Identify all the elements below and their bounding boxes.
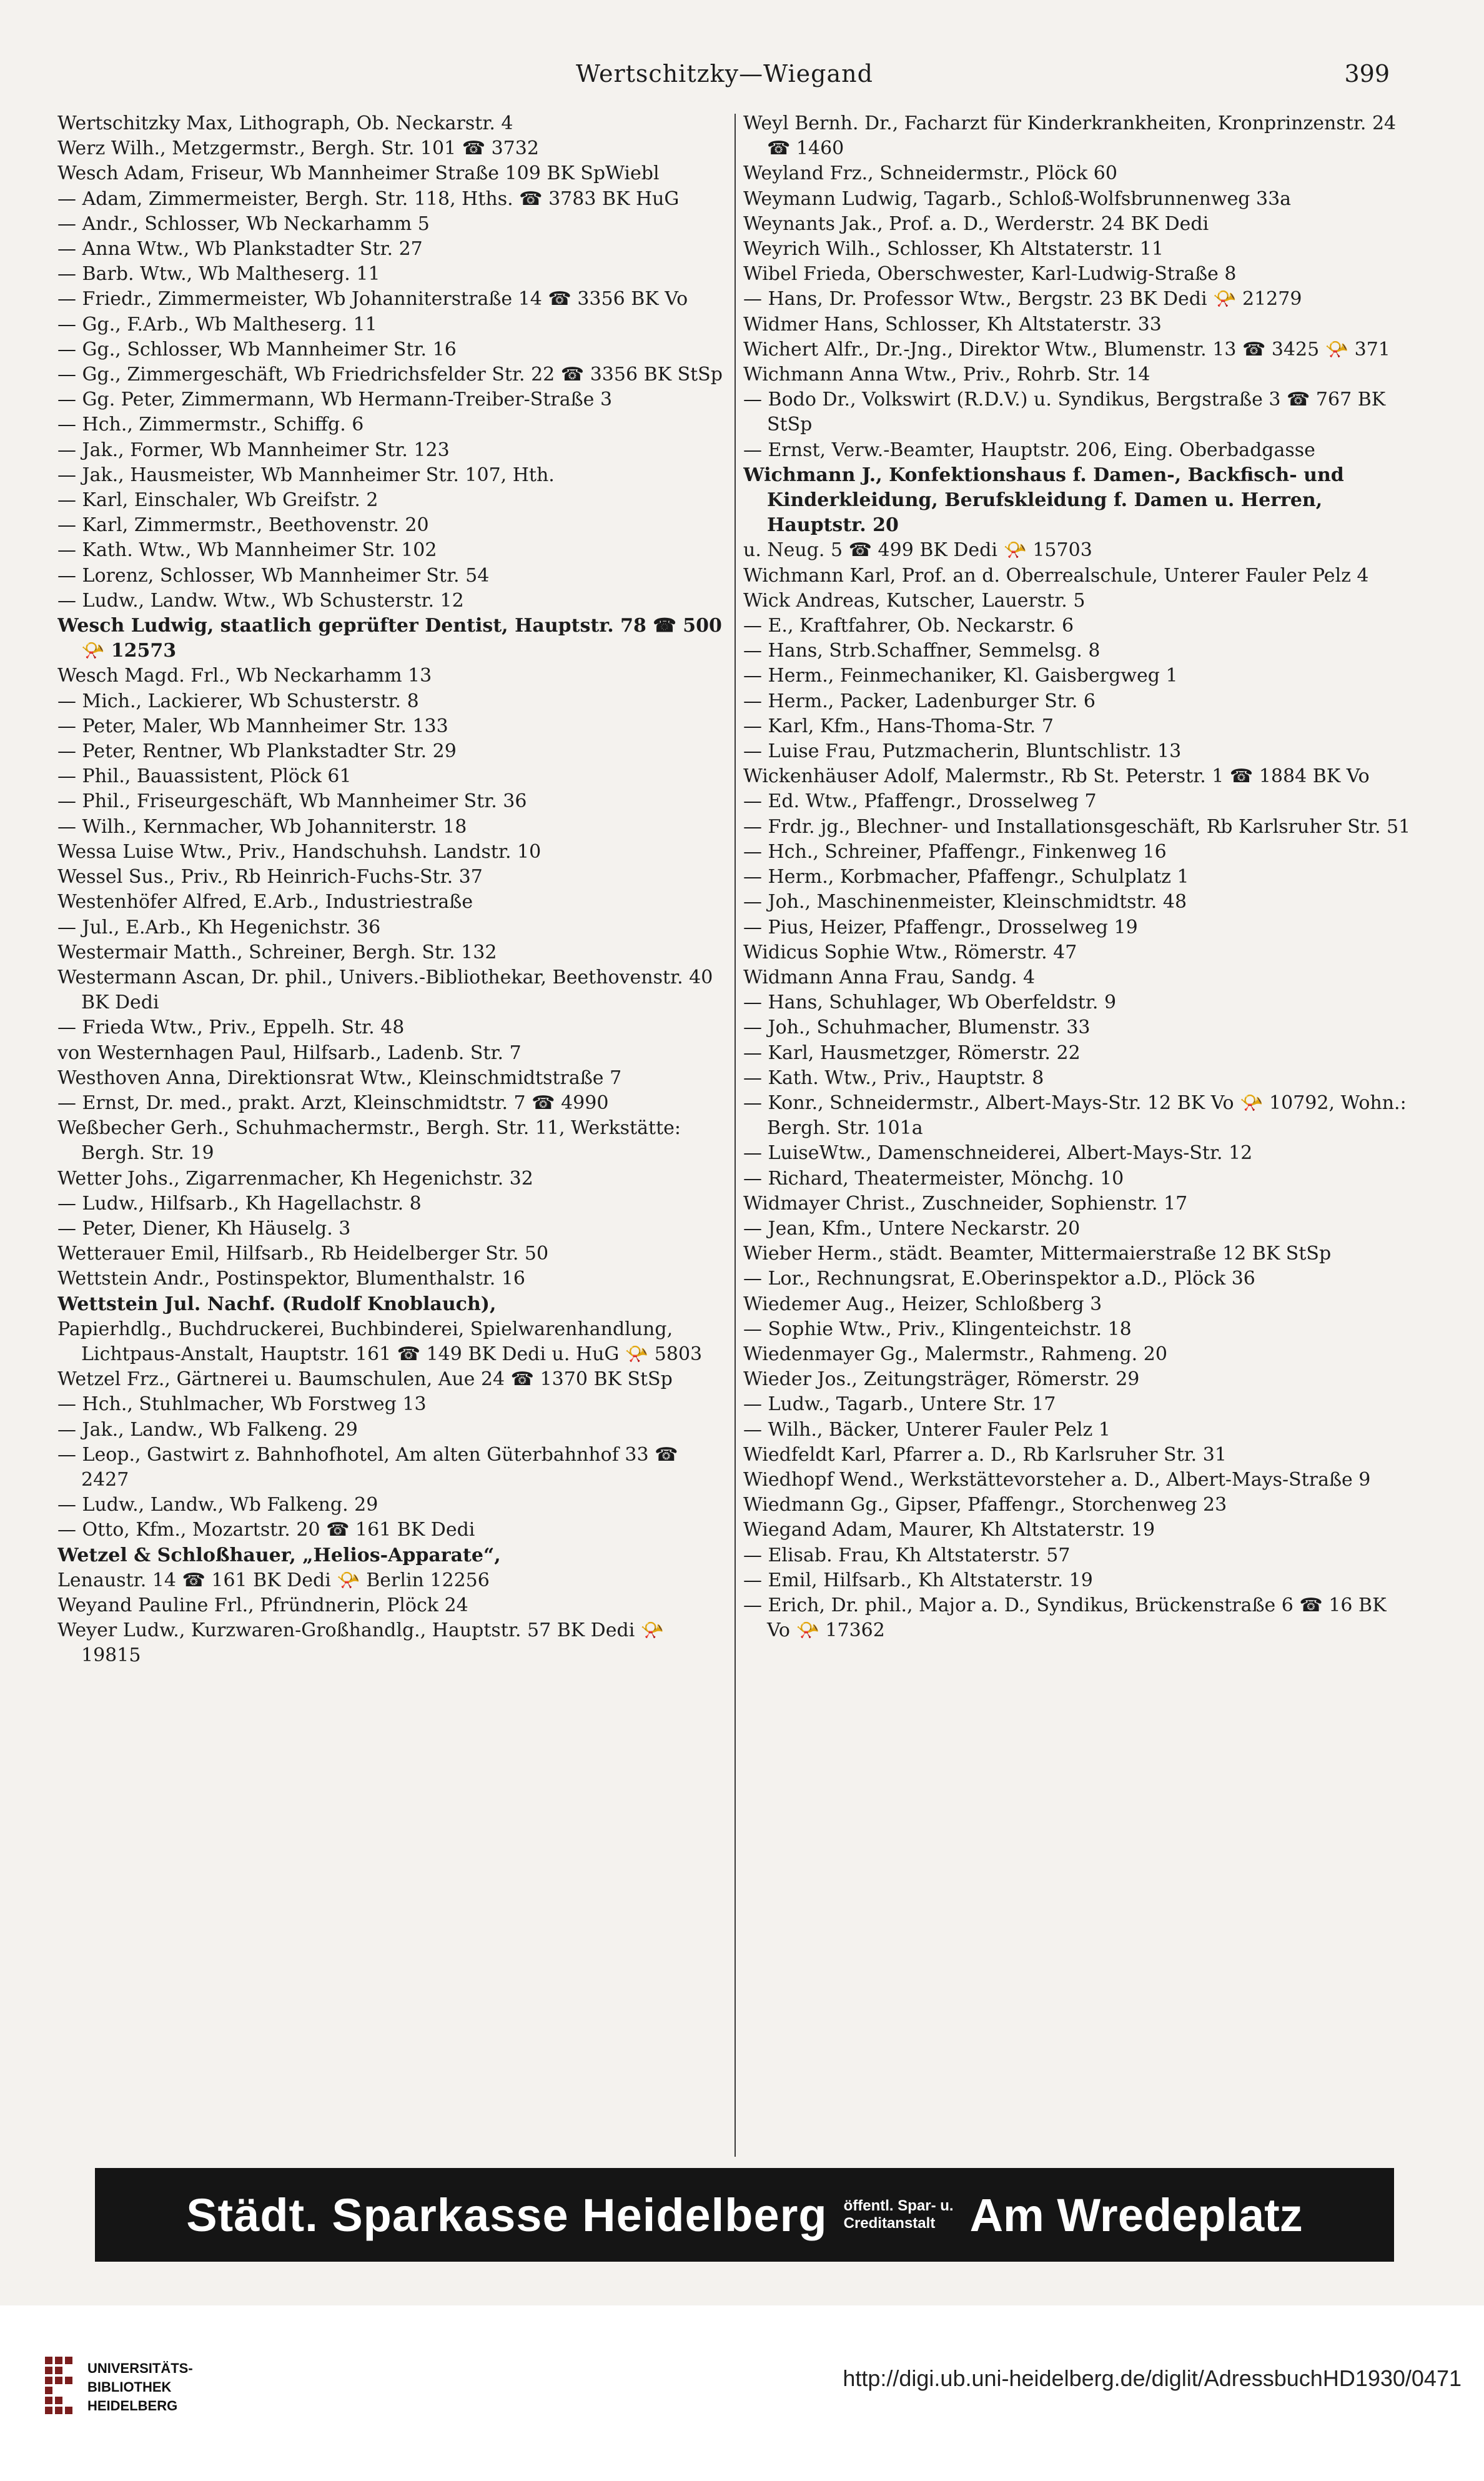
directory-entry: Wiegand Adam, Maurer, Kh Altstaterstr. 19 <box>743 1519 1155 1541</box>
logo-line-3: HEIDELBERG <box>87 2398 178 2414</box>
directory-entry: — Andr., Schlosser, Wb Neckarhamm 5 <box>57 212 430 235</box>
directory-entry: — Friedr., Zimmermeister, Wb Johanniterstraße 14 ☎ 3356 BK Vo <box>57 288 688 311</box>
directory-entry: — Frdr. jg., Blechner- und Installationsgeschäft, Rb Karlsruher Str. 51 <box>743 815 1411 838</box>
directory-entry: Weßbecher Gerh., Schuhmachermstr., Bergh. Str. 11, Werkstätte: Bergh. Str. 19 <box>57 1117 681 1165</box>
directory-entry: — Peter, Maler, Wb Mannheimer Str. 133 <box>57 715 448 737</box>
directory-entry: — Karl, Kfm., Hans-Thoma-Str. 7 <box>743 715 1054 737</box>
page-header <box>59 60 1390 104</box>
directory-entry: Weyand Pauline Frl., Pfründnerin, Plöck 24 <box>57 1594 468 1616</box>
directory-entry: Wetzel & Schloßhauer, „Helios-Apparate“, <box>57 1544 501 1566</box>
directory-entry: — Peter, Rentner, Wb Plankstadter Str. 29 <box>57 740 457 763</box>
logo-line-1: UNIVERSITÄTS- <box>87 2360 193 2376</box>
directory-entry: — Ed. Wtw., Pfaffengr., Drosselweg 7 <box>743 790 1097 813</box>
directory-entry: Wiedmann Gg., Gipser, Pfaffengr., Storchenweg 23 <box>743 1494 1227 1516</box>
directory-entry: — Phil., Friseurgeschäft, Wb Mannheimer Str. 36 <box>57 790 527 813</box>
directory-entry: Weymann Ludwig, Tagarb., Schloß-Wolfsbrunnenweg 33a <box>743 187 1292 210</box>
directory-entry: — Lorenz, Schlosser, Wb Mannheimer Str. 54 <box>57 564 490 587</box>
directory-entry: Wichmann Anna Wtw., Priv., Rohrb. Str. 14 <box>743 364 1150 386</box>
directory-entry: Wessa Luise Wtw., Priv., Handschuhsh. Landstr. 10 <box>57 840 542 863</box>
directory-entry: — Hans, Strb.Schaffner, Semmelsg. 8 <box>743 640 1101 662</box>
directory-entry: — Gg. Peter, Zimmermann, Wb Hermann-Treiber-Straße 3 <box>57 389 613 411</box>
directory-entry: — Hans, Dr. Professor Wtw., Bergstr. 23 BK Dedi 📯 21279 <box>743 288 1302 311</box>
directory-entry: Wiedenmayer Gg., Malermstr., Rahmeng. 20 <box>743 1343 1167 1365</box>
sparkasse-advertisement <box>95 2168 1394 2262</box>
directory-entry: — Adam, Zimmermeister, Bergh. Str. 118, Hths. ☎ 3783 BK HuG <box>57 187 680 210</box>
running-head: Wertschitzky—Wiegand <box>576 60 873 87</box>
directory-entry: Wick Andreas, Kutscher, Lauerstr. 5 <box>743 589 1086 612</box>
directory-entry: Westermair Matth., Schreiner, Bergh. Str. 132 <box>57 941 497 963</box>
banner-location: Am Wredeplatz <box>969 2189 1303 2241</box>
directory-entry: — Wilh., Bäcker, Unterer Fauler Pelz 1 <box>743 1418 1111 1441</box>
directory-entry: — Kath. Wtw., Wb Mannheimer Str. 102 <box>57 539 437 562</box>
directory-entry: — Jak., Landw., Wb Falkeng. 29 <box>57 1418 358 1441</box>
directory-entry: Wieber Herm., städt. Beamter, Mittermaierstraße 12 BK StSp <box>743 1243 1332 1265</box>
directory-entry: — Gg., Zimmergeschäft, Wb Friedrichsfelder Str. 22 ☎ 3356 BK StSp <box>57 364 723 386</box>
directory-entry: Weyl Bernh. Dr., Facharzt für Kinderkrankheiten, Kronprinzenstr. 24 ☎ 1460 <box>743 112 1397 160</box>
directory-entry: Wettstein Andr., Postinspektor, Blumenthalstr. 16 <box>57 1268 526 1290</box>
directory-entry: — E., Kraftfahrer, Ob. Neckarstr. 6 <box>743 615 1074 637</box>
directory-entry: Wichert Alfr., Dr.-Jng., Direktor Wtw., Blumenstr. 13 ☎ 3425 📯 371 <box>743 338 1390 360</box>
banner-subtitle <box>844 2197 954 2232</box>
directory-entry: — Wilh., Kernmacher, Wb Johanniterstr. 18 <box>57 815 467 838</box>
column-divider <box>735 114 736 2157</box>
logo-line-2: BIBLIOTHEK <box>87 2379 172 2395</box>
directory-entry: Wickenhäuser Adolf, Malermstr., Rb St. Peterstr. 1 ☎ 1884 BK Vo <box>743 765 1370 788</box>
directory-entry: Wesch Magd. Frl., Wb Neckarhamm 13 <box>57 665 432 687</box>
directory-entry: — Joh., Schuhmacher, Blumenstr. 33 <box>743 1017 1091 1039</box>
directory-entry: — Frieda Wtw., Priv., Eppelh. Str. 48 <box>57 1017 405 1039</box>
directory-entry: Wessel Sus., Priv., Rb Heinrich-Fuchs-Str. 37 <box>57 866 483 888</box>
directory-entry: — Hch., Schreiner, Pfaffengr., Finkenweg 16 <box>743 840 1167 863</box>
directory-entry: Widmayer Christ., Zuschneider, Sophienstr. 17 <box>743 1192 1188 1215</box>
directory-entry: Widicus Sophie Wtw., Römerstr. 47 <box>743 941 1077 963</box>
directory-entry: — Gg., F.Arb., Wb Maltheserg. 11 <box>57 313 377 336</box>
directory-entry: — Ludw., Landw., Wb Falkeng. 29 <box>57 1494 378 1516</box>
directory-entry: — Hch., Zimmermstr., Schiffg. 6 <box>57 414 364 436</box>
banner-subtitle-line-2: Creditanstalt <box>843 2215 936 2232</box>
library-logo-text <box>87 2359 193 2415</box>
directory-entry: — Jul., E.Arb., Kh Hegenichstr. 36 <box>57 916 381 938</box>
viewer-footer <box>0 2305 1484 2481</box>
directory-entry: — Erich, Dr. phil., Major a. D., Syndikus, Brückenstraße 6 ☎ 16 BK Vo 📯 17362 <box>743 1594 1387 1642</box>
directory-entry: — Elisab. Frau, Kh Altstaterstr. 57 <box>743 1544 1071 1566</box>
directory-entry: Lenaustr. 14 ☎ 161 BK Dedi 📯 Berlin 12256 <box>57 1569 490 1591</box>
directory-entry: Wetzel Frz., Gärtnerei u. Baumschulen, Aue 24 ☎ 1370 BK StSp <box>57 1368 673 1391</box>
directory-entry: Westhoven Anna, Direktionsrat Wtw., Kleinschmidtstraße 7 <box>57 1066 622 1089</box>
directory-entry: Weyrich Wilh., Schlosser, Kh Altstaterstr. 11 <box>743 238 1164 261</box>
source-url-link[interactable]: http://digi.ub.uni-heidelberg.de/diglit/AdressbuchHD1930/0471 <box>843 2365 1462 2391</box>
directory-entry: — Joh., Maschinenmeister, Kleinschmidtstr. 48 <box>743 891 1187 913</box>
directory-entry: Wichmann Karl, Prof. an d. Oberrealschule, Unterer Fauler Pelz 4 <box>743 564 1369 587</box>
directory-entry: Papierhdlg., Buchdruckerei, Buchbinderei, Spielwarenhandlung, Lichtpaus-Anstalt, Hauptstr. 161 ☎ 149 BK Dedi u. HuG 📯 5803 <box>57 1318 703 1365</box>
left-column <box>57 111 726 2160</box>
directory-entry: Wesch Ludwig, staatlich geprüfter Dentist, Hauptstr. 78 ☎ 500 📯 12573 <box>57 615 722 662</box>
directory-entry: — Ernst, Dr. med., prakt. Arzt, Kleinschmidtstr. 7 ☎ 4990 <box>57 1091 609 1114</box>
directory-entry: Wiedfeldt Karl, Pfarrer a. D., Rb Karlsruher Str. 31 <box>743 1443 1227 1466</box>
directory-entry: Wichmann J., Konfektionshaus f. Damen-, Backfisch- und Kinderkleidung, Berufskleidung f. Damen u. Herren, Hauptstr. 20 <box>743 464 1344 537</box>
directory-entry: von Westernhagen Paul, Hilfsarb., Ladenb. Str. 7 <box>57 1042 522 1064</box>
directory-entry: — Ernst, Verw.-Beamter, Hauptstr. 206, Eing. Oberbadgasse <box>743 439 1315 461</box>
directory-entry: Wieder Jos., Zeitungsträger, Römerstr. 29 <box>743 1368 1140 1391</box>
directory-entry: Werz Wilh., Metzgermstr., Bergh. Str. 101 ☎ 3732 <box>57 137 539 160</box>
directory-entry: — Ludw., Tagarb., Untere Str. 17 <box>743 1393 1056 1416</box>
directory-entry: u. Neug. 5 ☎ 499 BK Dedi 📯 15703 <box>743 539 1092 562</box>
directory-entry: — Luise Frau, Putzmacherin, Bluntschlistr. 13 <box>743 740 1182 763</box>
directory-entry: — Barb. Wtw., Wb Maltheserg. 11 <box>57 263 380 286</box>
directory-entry: — Ludw., Hilfsarb., Kh Hagellachstr. 8 <box>57 1192 422 1215</box>
directory-entry: — Lor., Rechnungsrat, E.Oberinspektor a.D., Plöck 36 <box>743 1268 1255 1290</box>
directory-entry: Wiedhopf Wend., Werkstättevorsteher a. D., Albert-Mays-Straße 9 <box>743 1468 1371 1491</box>
directory-entry: — Sophie Wtw., Priv., Klingenteichstr. 18 <box>743 1318 1132 1340</box>
directory-entry: — Pius, Heizer, Pfaffengr., Drosselweg 19 <box>743 916 1138 938</box>
banner-bank-name: Städt. Sparkasse Heidelberg <box>186 2189 828 2241</box>
directory-entry: — Gg., Schlosser, Wb Mannheimer Str. 16 <box>57 338 457 360</box>
directory-entry: — Herm., Korbmacher, Pfaffengr., Schulplatz 1 <box>743 866 1189 888</box>
directory-entry: — Jak., Hausmeister, Wb Mannheimer Str. 107, Hth. <box>57 464 555 486</box>
directory-entry: Westermann Ascan, Dr. phil., Univers.-Bibliothekar, Beethovenstr. 40 BK Dedi <box>57 966 713 1014</box>
directory-entry: — Karl, Hausmetzger, Römerstr. 22 <box>743 1042 1081 1064</box>
directory-entry: Widmann Anna Frau, Sandg. 4 <box>743 966 1036 988</box>
directory-entry: — Konr., Schneidermstr., Albert-Mays-Str. 12 BK Vo 📯 10792, Wohn.: Bergh. Str. 101a <box>743 1091 1407 1140</box>
directory-entry: — Mich., Lackierer, Wb Schusterstr. 8 <box>57 690 419 712</box>
directory-entry: — Ludw., Landw. Wtw., Wb Schusterstr. 12 <box>57 589 464 612</box>
directory-entry: Westenhöfer Alfred, E.Arb., Industriestraße <box>57 891 473 913</box>
directory-entry: — Anna Wtw., Wb Plankstadter Str. 27 <box>57 238 423 261</box>
directory-entry: Wiedemer Aug., Heizer, Schloßberg 3 <box>743 1293 1102 1315</box>
page-number: 399 <box>1344 60 1390 87</box>
directory-entry: — Phil., Bauassistent, Plöck 61 <box>57 765 352 788</box>
directory-entry: — LuiseWtw., Damenschneiderei, Albert-Mays-Str. 12 <box>743 1142 1253 1165</box>
directory-entry: — Jean, Kfm., Untere Neckarstr. 20 <box>743 1217 1081 1240</box>
directory-entry: — Hans, Schuhlager, Wb Oberfeldstr. 9 <box>743 992 1117 1014</box>
directory-entry: Widmer Hans, Schlosser, Kh Altstaterstr. 33 <box>743 313 1162 336</box>
directory-entry: — Emil, Hilfsarb., Kh Altstaterstr. 19 <box>743 1569 1093 1591</box>
right-column <box>743 111 1412 2160</box>
directory-entry: — Herm., Packer, Ladenburger Str. 6 <box>743 690 1096 712</box>
directory-entry: Weyland Frz., Schneidermstr., Plöck 60 <box>743 162 1117 185</box>
directory-entry: — Karl, Zimmermstr., Beethovenstr. 20 <box>57 514 429 537</box>
directory-entry: Wibel Frieda, Oberschwester, Karl-Ludwig-Straße 8 <box>743 263 1237 286</box>
directory-entry: Wetterauer Emil, Hilfsarb., Rb Heidelberger Str. 50 <box>57 1243 549 1265</box>
directory-entry: Wettstein Jul. Nachf. (Rudolf Knoblauch), <box>57 1293 497 1315</box>
directory-entry: Wesch Adam, Friseur, Wb Mannheimer Straße 109 BK SpWiebl <box>57 162 660 185</box>
banner-subtitle-line-1: öffentl. Spar- u. <box>843 2197 954 2214</box>
directory-entry: Weynants Jak., Prof. a. D., Werderstr. 24 BK Dedi <box>743 212 1209 235</box>
directory-entry: — Karl, Einschaler, Wb Greifstr. 2 <box>57 489 378 512</box>
directory-entry: — Richard, Theatermeister, Mönchg. 10 <box>743 1167 1124 1190</box>
directory-entry: — Otto, Kfm., Mozartstr. 20 ☎ 161 BK Dedi <box>57 1519 475 1541</box>
library-logo-icon <box>45 2357 81 2432</box>
directory-entry: — Bodo Dr., Volkswirt (R.D.V.) u. Syndikus, Bergstraße 3 ☎ 767 BK StSp <box>743 389 1386 436</box>
directory-entry: Weyer Ludw., Kurzwaren-Großhandlg., Hauptstr. 57 BK Dedi 📯 19815 <box>57 1619 665 1667</box>
directory-entry: — Hch., Stuhlmacher, Wb Forstweg 13 <box>57 1393 427 1416</box>
directory-entry: — Leop., Gastwirt z. Bahnhofhotel, Am alten Güterbahnhof 33 ☎ 2427 <box>57 1443 678 1491</box>
directory-entry: — Peter, Diener, Kh Häuselg. 3 <box>57 1217 351 1240</box>
directory-entry: Wetter Johs., Zigarrenmacher, Kh Hegenichstr. 32 <box>57 1167 533 1190</box>
directory-entry: — Jak., Former, Wb Mannheimer Str. 123 <box>57 439 450 461</box>
directory-entry: — Kath. Wtw., Priv., Hauptstr. 8 <box>743 1066 1044 1089</box>
directory-entry: — Herm., Feinmechaniker, Kl. Gaisbergweg 1 <box>743 665 1178 687</box>
directory-entry: Wertschitzky Max, Lithograph, Ob. Neckarstr. 4 <box>57 112 513 134</box>
